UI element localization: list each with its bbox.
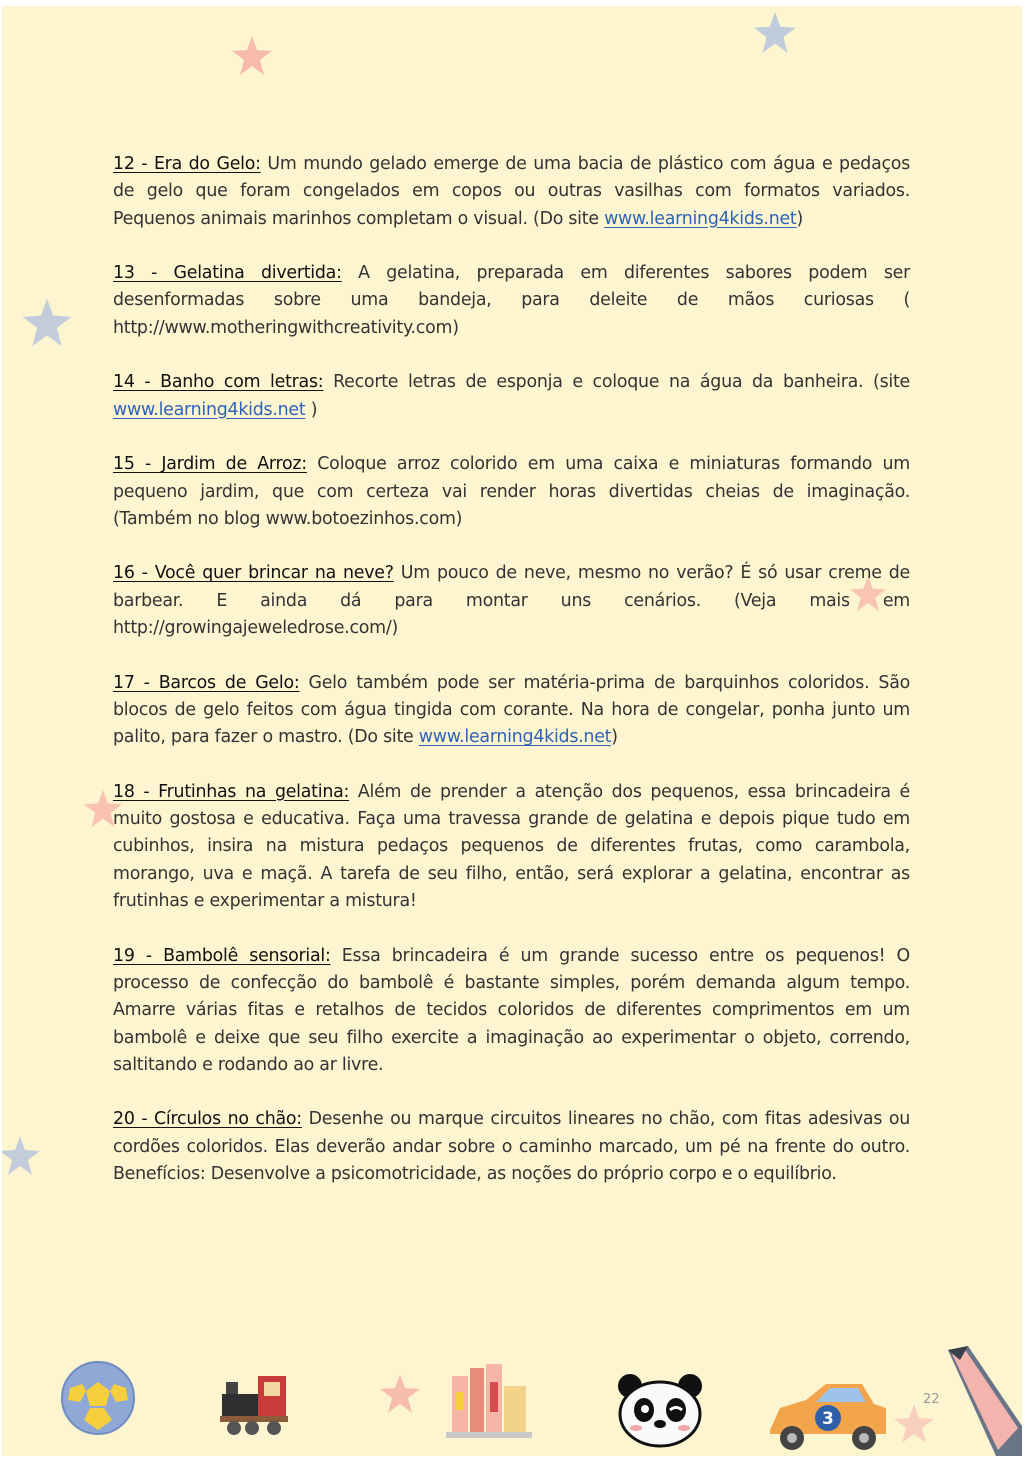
activity-text: Gelo também pode ser matéria-prima de barquinhos coloridos. São blocos de gelo feitos com água tingida com corante. Na hora de congelar, ponha junto um palito, para fazer o mastro. (Do site xyxy=(113,672,910,748)
activity-18 xyxy=(113,779,910,915)
activity-title: 16 - Você quer brincar na neve? xyxy=(113,563,394,584)
star-icon xyxy=(378,1372,422,1416)
activity-text: A gelatina, preparada em diferentes sabores podem ser desenformadas sobre uma bandeja, para deleite de mãos curiosas ( http://www.motheringwithcreativity.com) xyxy=(113,263,911,338)
activity-title: 15 - Jardim de Arroz: xyxy=(113,454,307,475)
activity-text: Recorte letras de esponja e coloque na água da banheira. (site xyxy=(323,372,911,393)
activity-13 xyxy=(113,260,910,342)
activity-text: Desenhe ou marque circuitos lineares no chão, com fitas adesivas ou cordões coloridos. Elas deverão andar sobre o caminho marcado, um pé na frente do outro. Benefícios: Desenvolve a psicomotricidade, as noções do próprio corpo e o equilíbrio. xyxy=(113,1109,911,1184)
activity-title: 18 - Frutinhas na gelatina: xyxy=(113,781,350,802)
activity-title: 17 - Barcos de Gelo: xyxy=(113,672,300,693)
page xyxy=(2,6,1022,1456)
activity-list xyxy=(113,151,910,1216)
race-car-icon xyxy=(766,1378,890,1454)
star-icon xyxy=(2,1134,42,1178)
activity-19 xyxy=(113,943,910,1079)
activity-text: Além de prender a atenção dos pequenos, essa brincadeira é muito gostosa e educativa. Faça uma travessa grande de gelatina e depois pique tudo em cubinhos, insira na mistura pedaços pequenos de diferentes frutas, como carambola, morango, uva e maçã. A tarefa de seu filho, então, será explorar a gelatina, encontrar as frutinhas e experimentar a mistura! xyxy=(113,781,910,912)
pencil-icon xyxy=(938,1342,1022,1456)
star-icon xyxy=(230,34,274,78)
activity-15 xyxy=(113,451,910,533)
activity-20 xyxy=(113,1106,910,1188)
activity-title: 12 - Era do Gelo: xyxy=(113,154,261,174)
svg-text:3: 3 xyxy=(822,1409,834,1429)
activity-14 xyxy=(113,369,910,424)
activity-title: 13 - Gelatina divertida: xyxy=(113,263,342,284)
activity-title: 19 - Bambolê sensorial: xyxy=(113,945,331,966)
activity-16 xyxy=(113,560,910,642)
books-icon xyxy=(446,1362,532,1438)
star-icon xyxy=(892,1402,936,1446)
activity-text: Um mundo gelado emerge de uma bacia de plástico com água e pedaços de gelo que foram congelados em copos ou outras vasilhas com formatos variados. Pequenos animais marinhos completam o visual. (Do site xyxy=(113,154,911,229)
activity-text: Um pouco de neve, mesmo no verão? É só usar creme de barbear. E ainda dá para montar uns cenários. (Veja mais em http://growingajeweledrose.com/) xyxy=(113,563,910,639)
activity-text-end: ) xyxy=(305,399,318,420)
star-icon xyxy=(20,296,74,350)
activity-text: Coloque arroz colorido em uma caixa e miniaturas formando um pequeno jardim, que com certeza vai render horas divertidas cheias de imaginação. (Também no blog www.botoezinhos.com) xyxy=(113,454,910,529)
activity-text-end: ) xyxy=(611,727,618,748)
activity-text: Essa brincadeira é um grande sucesso entre os pequenos! O processo de confecção do bambolê é bastante simples, porém demanda algum tempo. Amarre várias fitas e retalhos de tecidos coloridos de diferentes comprimentos em um bambolê e deixe que seu filho exercite a imaginação ao experimentar o objeto, correndo, saltitando e rodando ao ar livre. xyxy=(113,945,910,1075)
learning4kids-link[interactable]: www.learning4kids.net xyxy=(604,208,797,229)
panda-icon xyxy=(614,1372,706,1448)
learning4kids-link[interactable]: www.learning4kids.net xyxy=(113,399,306,420)
page-number: 22 xyxy=(923,1392,940,1407)
activity-17 xyxy=(113,670,910,752)
star-icon xyxy=(752,10,798,56)
activity-text-end: ) xyxy=(796,208,804,229)
toy-train-icon xyxy=(218,1368,290,1438)
activity-title: 14 - Banho com letras: xyxy=(113,372,324,393)
learning4kids-link[interactable]: www.learning4kids.net xyxy=(418,727,612,748)
soccer-ball-icon xyxy=(60,1360,136,1436)
activity-12 xyxy=(113,151,910,233)
activity-title: 20 - Círculos no chão: xyxy=(113,1109,302,1130)
